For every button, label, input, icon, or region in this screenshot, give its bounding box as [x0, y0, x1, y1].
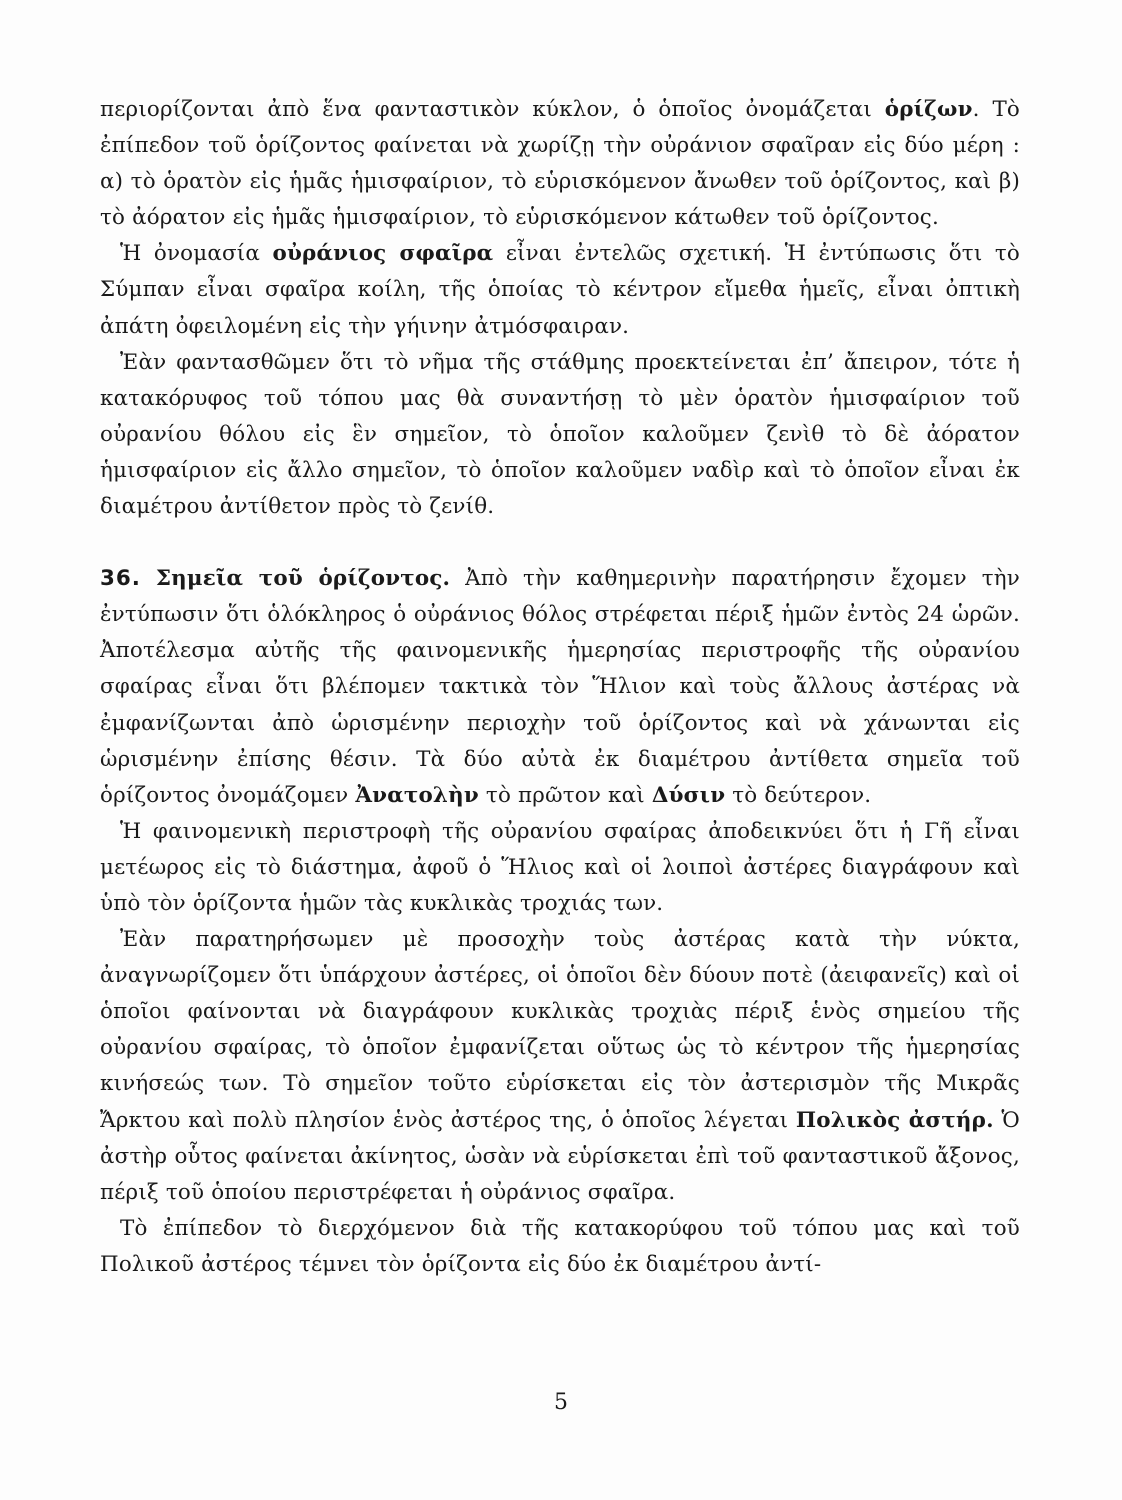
section-36: 36. Σημεῖα τοῦ ὁρίζοντος. Ἀπὸ τὴν καθημερινὴν παρατήρησιν ἔχομεν τὴν ἐντύπωσιν ὅτι ὁλόκληρος ὁ οὐράνιος θόλος στρέφεται πέριξ ἡμῶν ἐντὸς 24 ὡρῶν. Ἀποτέλεσμα αὐτῆς τῆς φαινομενικῆς ἡμερησίας περιστροφῆς τῆς οὐρανίου σφαίρας εἶναι ὅτι βλέπομεν τακτικὰ τὸν Ἥλιον καὶ τοὺς ἄλλους ἀστέρας νὰ ἐμφανίζωνται ἀπὸ ὡρισμένην περιοχὴν τοῦ ὁρίζοντος καὶ νὰ χάνωνται εἰς ὡρισμένην ἐπίσης θέσιν. Τὰ δύο αὐτὰ ἐκ διαμέτρου ἀντίθετα σημεῖα τοῦ ὁρίζοντος ὀνομάζομεν Ἀνατολὴν τὸ πρῶτον καὶ Δύσιν τὸ δεύτερον. [100, 566, 1021, 808]
paragraph-zenith-nadir: Ἐὰν φαντασθῶμεν ὅτι τὸ νῆμα τῆς στάθμης προεκτείνεται ἐπ’ ἄπειρον, τότε ἡ κατακόρυφος τοῦ τόπου μας θὰ συναντήσῃ τὸ μὲν ὁρατὸν ἡμισφαίριον τοῦ οὐρανίου θόλου εἰς ἓν σημεῖον, τὸ ὁποῖον καλοῦμεν ζενὶθ τὸ δὲ ἀόρατον ἡμισφαίριον εἰς ἄλλο σημεῖον, τὸ ὁποῖον καλοῦμεν ναδὶρ καὶ τὸ ὁποῖον εἶναι ἐκ διαμέτρου ἀντίθετον πρὸς τὸ ζενίθ. [100, 349, 1020, 520]
paragraph-meridian-plane: Τὸ ἐπίπεδον τὸ διερχόμενον διὰ τῆς κατακορύφου τοῦ τόπου μας καὶ τοῦ Πολικοῦ ἀστέρος τέμνει τὸν ὁρίζοντα εἰς δύο ἐκ διαμέτρου ἀντί- [100, 1215, 1020, 1277]
paragraph-rotation: Ἡ φαινομενικὴ περιστροφὴ τῆς οὐρανίου σφαίρας ἀποδεικνύει ὅτι ἡ Γῆ εἶναι μετέωρος εἰς τὸ διάστημα, ἀφοῦ ὁ Ἥλιος καὶ οἱ λοιποὶ ἀστέρες διαγράφουν καὶ ὑπὸ τὸν ὁρίζοντα ἡμῶν τὰς κυκλικὰς τροχιάς των. [100, 818, 1020, 916]
paragraph-horizon: περιορίζονται ἀπὸ ἕνα φανταστικὸν κύκλον, ὁ ὁποῖος ὀνομάζεται ὁρίζων. Τὸ ἐπίπεδον τοῦ ὁρίζοντος φαίνεται νὰ χωρίζῃ τὴν οὐράνιον σφαῖραν εἰς δύο μέρη : α) τὸ ὁρατὸν εἰς ἡμᾶς ἡμισφαίριον, τὸ εὑρισκόμενον ἄνωθεν τοῦ ὁρίζοντος, καὶ β) τὸ ἀόρατον εἰς ἡμᾶς ἡμισφαίριον, τὸ εὑρισκόμενον κάτωθεν τοῦ ὁρίζοντος. [100, 97, 1020, 231]
section-heading: Σημεῖα τοῦ ὁρίζοντος. [155, 566, 451, 592]
term-polar-star: Πολικὸς ἀστήρ. [795, 1107, 994, 1133]
term-horizon: ὁρίζων [884, 97, 973, 122]
term-west: Δύσιν [651, 782, 726, 808]
body-text [100, 92, 1020, 1283]
term-east: Ἀνατολὴν [355, 782, 479, 808]
section-number: 36. [100, 566, 141, 592]
paragraph-celestial-sphere: Ἡ ὀνομασία οὐράνιος σφαῖρα εἶναι ἐντελῶς σχετική. Ἡ ἐντύπωσις ὅτι τὸ Σύμπαν εἶναι σφαῖρα κοίλη, τῆς ὁποίας τὸ κέντρον εἴμεθα ἡμεῖς, εἶναι ὀπτικὴ ἀπάτη ὀφειλομένη εἰς τὴν γήινην ἀτμόσφαιραν. [100, 241, 1020, 339]
page-number: 5 [554, 1390, 568, 1415]
term-celestial-sphere: οὐράνιος σφαῖρα [272, 241, 494, 267]
paragraph-polar-star: Ἐὰν παρατηρήσωμεν μὲ προσοχὴν τοὺς ἀστέρας κατὰ τὴν νύκτα, ἀναγνωρίζομεν ὅτι ὑπάρχουν ἀστέρες, οἱ ὁποῖοι δὲν δύουν ποτὲ (ἀειφανεῖς) καὶ οἱ ὁποῖοι φαίνονται νὰ διαγράφουν κυκλικὰς τροχιὰς πέριξ ἑνὸς σημείου τῆς οὐρανίου σφαίρας, τὸ ὁποῖον ἐμφανίζεται οὕτως ὡς τὸ κέντρον τῆς ἡμερησίας κινήσεώς των. Τὸ σημεῖον τοῦτο εὑρίσκεται εἰς τὸν ἀστερισμὸν τῆς Μικρᾶς Ἄρκτου καὶ πολὺ πλησίον ἑνὸς ἀστέρος της, ὁ ὁποῖος λέγεται Πολικὸς ἀστήρ. Ὁ ἀστὴρ οὗτος φαίνεται ἀκίνητος, ὡσὰν νὰ εὑρίσκεται ἐπὶ τοῦ φανταστικοῦ ἄξονος, πέριξ τοῦ ὁποίου περιστρέφεται ἡ οὐράνιος σφαῖρα. [100, 927, 1020, 1205]
